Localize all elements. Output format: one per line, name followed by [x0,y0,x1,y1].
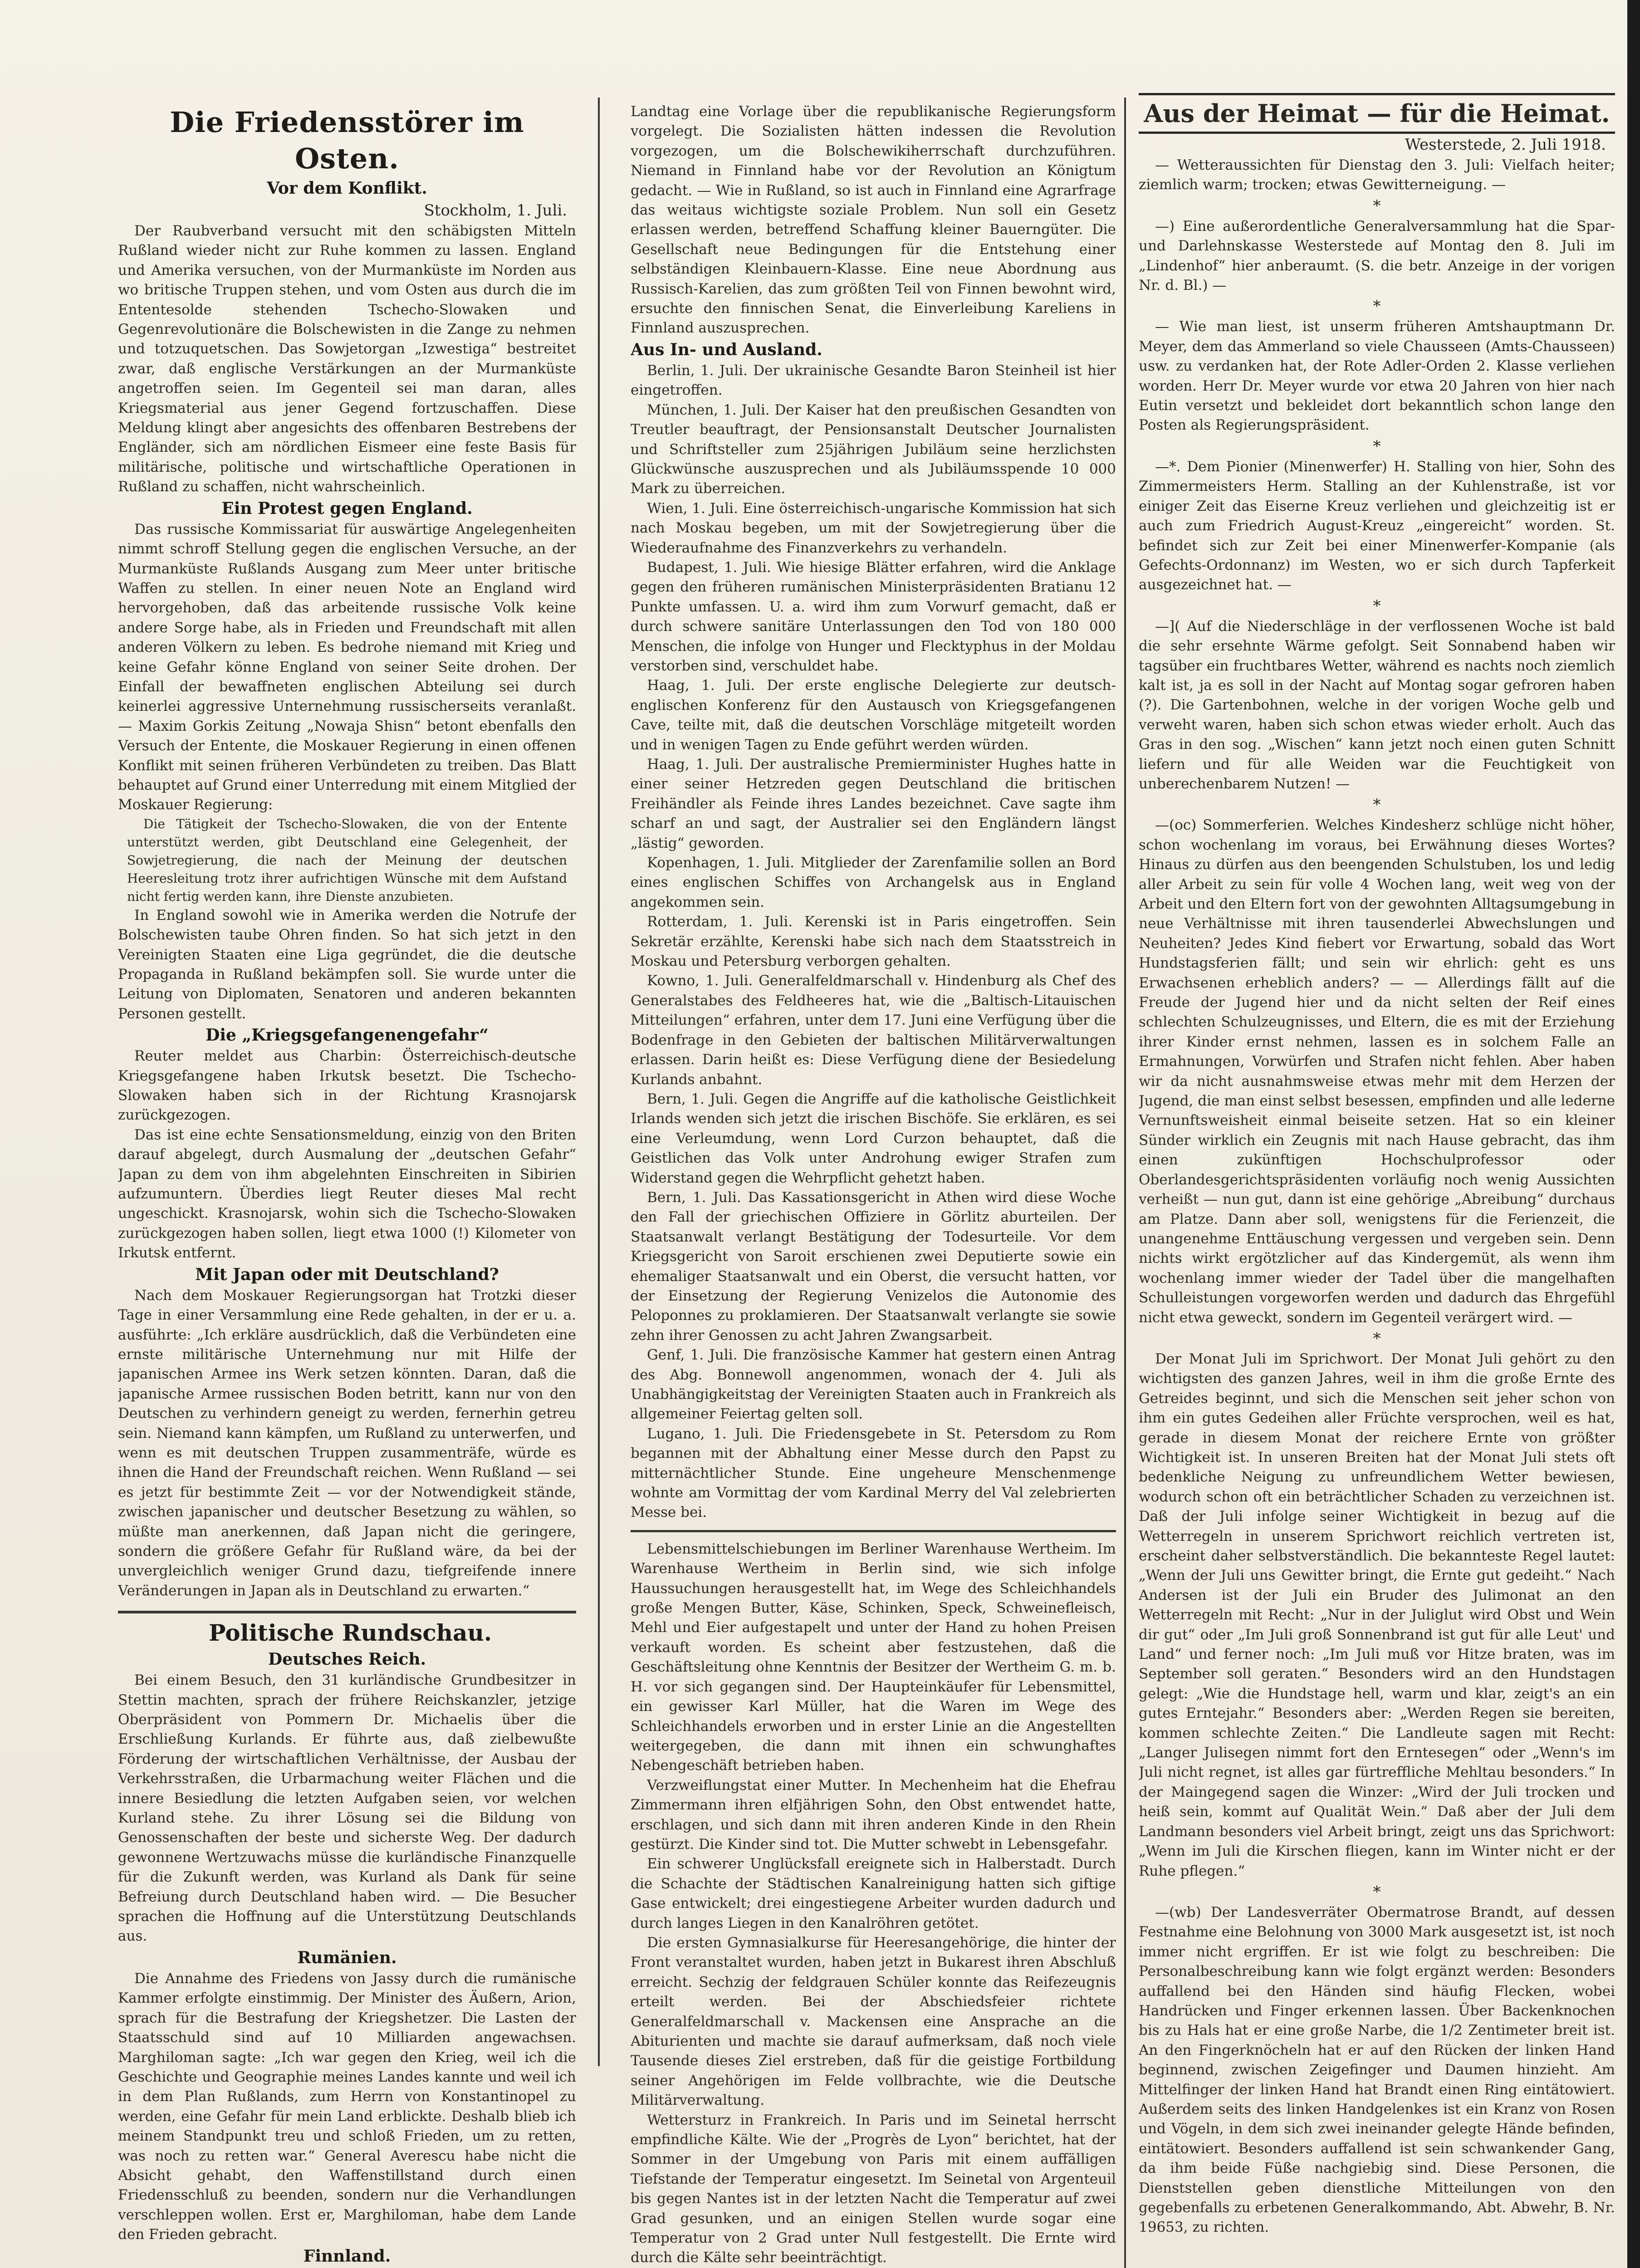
news-item: —) Eine außerordentliche Generalversammlung hat die Spar- und Darlehnskasse Westerstede auf Montag den 8. Juli im „Lindenhof“ hier anberaumt. (S. die betr. Anzeige in der vorigen Nr. d. Bl.) — [1139,218,1615,294]
news-item: Rotterdam, 1. Juli. Kerenski ist in Paris eingetroffen. Sein Sekretär erzählte, Kerenski habe sich nach dem Staatsstreich in Moskau und Petersburg verborgen gehalten. [631,914,1116,970]
paragraph: Das ist eine echte Sensationsmeldung, einzig von den Briten darauf abgelegt, durch Ausmalung der „deutschen Gefahr“ Japan zu dem von ihm abgelehnten Einschreiten in Sibirien aufzumuntern. Überdies liegt Reuter dieses Mal recht ungeschickt. Krasnojarsk, wohin sich die Tschecho-Slowaken zurückgezogen haben sollen, liegt etwa 1000 (!) Kilometer von Irkutsk entfernt. [118,1126,576,1261]
news-item: Berlin, 1. Juli. Der ukrainische Gesandte Baron Steinheil ist hier eingetroffen. [631,362,1116,399]
news-item: —(oc) Sommerferien. Welches Kindesherz schlüge nicht höher, schon wochenlang im voraus, bei Erwähnung dieses Wortes? Hinaus zu dürfen aus den beengenden Schulstuben, los und ledig aller Arbeit zu sein für volle 4 Wochen lang, weit weg von der Arbeit und den Eltern fort von der gewohnten Alltagsumgebung in neue Verhältnisse mit ihren tausenderlei Abwechslungen und Neuheiten? Jedes Kind fiebert vor Erwartung, sobald das Wort Hundstagsferien fällt; und sein wir ehrlich: geht es uns Erwachsenen erheblich anders? — — Allerdings fällt auf die Freude der Jugend hier und da nicht selten der Reif eines schlechten Schulzeugnisses, und Eltern, die es mit der Erziehung ihrer Kinder ernst nehmen, lassen es in solchem Falle an Ermahnungen, Vorwürfen und Strafen nicht fehlen. Aber haben wir da nicht ausnahmsweise etwas mehr mit dem Herzen der Jugend, die man einst selbst besessen, empfinden und alle lederne Vernunftsweisheit einmal beiseite setzen. Hat so ein kleiner Sünder wirklich ein Zeugnis mit nach Hause gebracht, das ihm einen zukünftigen Hochschulprofessor oder Oberlandesgerichtspräsidenten vorläufig noch wenig Aussichten verheißt — nun gut, dann ist eine gehörige „Abreibung“ durchaus am Platze. Dann aber soll, wenigstens für die Ferienzeit, die unangenehme Enttäuschung vergessen und vergeben sein. Denn nichts wirkt ergötzlicher auf das Kindergemüt, als wenn ihm wochenlang immer wieder der Tadel über die mangelhaften Schulleistungen vorgeworfen werden und dadurch das Ehrgefühl nicht etwa geweckt, sondern im Gegenteil verärgert wird. — [1139,817,1615,1326]
news-item: Verzweiflungstat einer Mutter. In Mechenheim hat die Ehefrau Zimmermann ihren elfjährigen Sohn, den Obst entwendet hatte, erschlagen, und sich dann mit ihren anderen Kinde in den Rhein gestürzt. Die Kinder sind tot. Die Mutter schwebt in Lebensgefahr. [631,1777,1116,1853]
separator-star: * [1373,796,1381,814]
section-heading: Finnland. [303,2246,391,2266]
news-item: Ein schwerer Unglücksfall ereignete sich in Halberstadt. Durch die Schachte der Städtischen Kanalreinigung hatten sich giftige Gase entwickelt; drei eingestiegene Arbeiter wurden dadurch und durch langes Liegen in den Kanalröhren getötet. [631,1856,1116,1931]
news-item: Genf, 1. Juli. Die französische Kammer hat gestern einen Antrag des Abg. Bonnewoll angenommen, wonach der 4. Juli als Unabhängigkeitstag der Vereinigten Staaten auch in Frankreich als allgemeiner Feiertag gelten soll. [631,1347,1116,1422]
news-item: Lebensmittelschiebungen im Berliner Warenhause Wertheim. Im Warenhause Wertheim in Berlin sind, wie sich infolge Haussuchungen herausgestellt hat, im Wege des Schleichhandels große Mengen Butter, Käse, Schinken, Speck, Schweinefleisch, Mehl und Eier aufgestapelt und unter der Hand zu hohen Preisen verkauft worden. Es scheint aber festzustehen, daß die Geschäftsleitung ohne Kenntnis der Besitzer der Wertheim G. m. b. H. vor sich gegangen sind. Der Haupteinkäufer für Lebensmittel, ein gewisser Karl Müller, hat die Waren im Wege des Schleichhandels erworben und in erster Linie an die Angestellten weitergegeben, die dann mit ihnen ein schwunghaftes Nebengeschäft betrieben haben. [631,1540,1116,1774]
news-item: —*. Dem Pionier (Minenwerfer) H. Stalling von hier, Sohn des Zimmermeisters Herm. Stalling an der Kuhlenstraße, ist vor einiger Zeit das Eiserne Kreuz verliehen und gleichzeitig ist er auch zum Friedrich August-Kreuz „eingereicht“ worden. St. befindet sich zur Zeit bei einer Minenwerfer-Kompanie (als Gefechts-Ordonnanz) im Westen, wo er sich durch Tapferkeit ausgezeichnet hat. — [1139,458,1615,593]
section-title: Politische Rundschau. [209,1619,492,1647]
paragraph: In England sowohl wie in Amerika werden die Notrufe der Bolschewisten taube Ohren finden. So hat sich jetzt in den Vereinigten Staaten eine Liga gegründet, die die deutsche Propaganda in Rußland bekämpfen soll. Sie wurde unter die Leitung von Diplomaten, Senatoren und anderen bekannten Personen gestellt. [118,907,576,1022]
news-item: Haag, 1. Juli. Der australische Premierminister Hughes hatte in einer seiner Hetzreden gegen Deutschland die britischen Freihändler als Feinde ihres Landes bezeichnet. Cave sagte ihm scharf an und sagt, der Australier sei den Engländern längst „lästig“ geworden. [631,756,1116,851]
dateline: Stockholm, 1. Juli. [424,201,567,220]
news-item: Bern, 1. Juli. Gegen die Angriffe auf die katholische Geistlichkeit Irlands wenden sich jetzt die irischen Bischöfe. Sie erklären, es sei eine Verleumdung, wenn Lord Curzon behauptet, daß die Geistlichen das Volk unter Androhung ewiger Strafen zum Widerstand gegen die Wehrpflicht gehetzt haben. [631,1090,1116,1186]
section-heading: Aus In- und Ausland. [631,340,822,359]
news-item: —]( Auf die Niederschläge in der verflossenen Woche ist bald die sehr ersehnte Wärme gefolgt. Seit Sonnabend haben wir tagsüber ein fruchtbares Wetter, während es nachts noch ziemlich kalt ist, ja es soll in der Nacht auf Montag sogar gefroren haben (?). Die Gartenbohnen, welche in der vorigen Woche gelb und verweht waren, haben sich schon etwas wieder erholt. Auch das Gras in den sog. „Wischen“ kann jetzt noch einen guten Schnitt liefern und für alle Weiden war die Feuchtigkeit von unberechenbarem Nutzen! — [1139,618,1615,792]
paragraph: Die Tätigkeit der Tschecho-Slowaken, die von der Entente unterstützt werden, gibt Deutschland eine Gelegenheit, der Sowjetregierung, die nach der Meinung der deutschen Heeresleitung trotz ihrer aufrichtigen Wünsche mit dem Aufstand nicht fertig werden kann, ihre Dienste anzubieten. [127,816,567,904]
news-item: — Wetteraussichten für Dienstag den 3. Juli: Vielfach heiter; ziemlich warm; trocken; etwas Gewitterneigung. — [1139,157,1615,193]
separator-star: * [1373,196,1381,215]
paragraph: Reuter meldet aus Charbin: Österreichisch-deutsche Kriegsgefangene haben Irkutsk besetzt. Die Tschecho-Slowaken haben sich in der Richtung Krasnojarsk zurückgezogen. [118,1048,576,1124]
separator-star: * [1373,297,1381,316]
news-item: — Wie man liest, ist unserm früheren Amtshauptmann Dr. Meyer, dem das Ammerland so viele Chausseen (Amts-Chausseen) usw. zu verdanken hat, der Rote Adler-Orden 2. Klasse verliehen worden. Herr Dr. Meyer wurde vor etwa 20 Jahren von hier nach Eutin versetzt und bekleidet dort bekanntlich schon lange den Posten als Regierungspräsident. [1139,318,1615,434]
news-item: —(wb) Der Landesverräter Obermatrose Brandt, auf dessen Festnahme eine Belohnung von 3000 Mark ausgesetzt ist, ist noch immer nicht ergriffen. Er ist wie folgt zu beschreiben: Die Personalbeschreibung kann wie folgt ergänzt werden: Besonders auffallend bei den Händen sind häufig Flecken, wobei Handrücken und Finger erkennen lassen. Über Backenknochen bis zu Hals hat er eine große Narbe, die 1/2 Zentimeter breit ist. An den Fingerknöcheln hat er auf den Rücken der linken Hand beginnend, zwischen Zeigefinger und Daumen hinzieht. Am Mittelfinger der linken Hand hat Brandt einen Ring eintätowiert. Außerdem seits des linken Handgelenkes ist ein Kranz von Rosen und Vögeln, in dem sich zwei ineinander gelegte Hände befinden, eintätowiert. Besonders auffallend ist sein schwankender Gang, da ihm beide Füße nachgiebig sind. Diese Personen, die Dienststellen geben dienstliche Mitteilungen von den gegebenfalls zu erbetenen Generalkommando, Abt. Abwehr, B. Nr. 19653, zu richten. [1139,1904,1615,2236]
section-heading: Die „Kriegsgefangenengefahr“ [206,1026,489,1045]
dateline: Westerstede, 2. Juli 1918. [1405,136,1606,154]
paragraph: Nach dem Moskauer Regierungsorgan hat Trotzki dieser Tage in einer Versammlung eine Rede gehalten, in der er u. a. ausführte: „Ich erkläre ausdrücklich, daß die Verbündeten eine ernste militärische Unternehmung nur mit Hilfe der japanischen Armee ins Werk setzen könnten. Daran, daß die japanische Armee russischen Boden betritt, kann nur von den Deutschen zu verhindern geneigt zu werden, fernerhin getreu sein. Niemand kann kämpfen, um Rußland zu unterwerfen, und wenn es mit deutschen Truppen zusammenträfe, würde es ihnen die Hand der Freundschaft reichen. Wenn Rußland — sei es jetzt für bestimmte Zeit — vor der Notwendigkeit stände, zwischen japanischer und deutscher Besetzung zu wählen, so müßte man anerkennen, daß Japan nicht die geringere, sondern die größere Gefahr für Rußland wäre, da bei der unvergleichlich weniger Grund dazu, tiefgreifende innere Veränderungen in Japan als in Deutschland zu erwarten.“ [118,1287,576,1599]
separator-star: * [1373,1329,1381,1348]
paragraph: Bei einem Besuch, den 31 kurländische Grundbesitzer in Stettin machten, sprach der frühere Reichskanzler, jetzige Oberpräsident von Pommern Dr. Michaelis über die Erschließung Kurlands. Er führte aus, daß zielbewußte Förderung der wirtschaftlichen Verhältnisse, der Ausbau der Verkehrsstraßen, die Urbarmachung weiter Flächen und die innere Besiedlung die letzten Aufgaben seien, vor welchen Kurland stehe. Zu ihrer Lösung sei die Bildung von Genossenschaften der beste und sicherste Weg. Der dadurch gewonnene Wertzuwachs müsse die kurländische Finanzquelle für die Zukunft werden, was Kurland als Dank für seine Befreiung durch Deutschland haben wird. — Die Besucher sprachen die Hoffnung auf die Unterstützung Deutschlands aus. [118,1672,576,1945]
local-news-title: Aus der Heimat — für die Heimat. [1139,93,1615,134]
column-3 [1139,134,1615,2268]
paragraph: Landtag eine Vorlage über die republikanische Regierungsform vorgelegt. Die Sozialisten hätten indessen die Revolution vorgezogen, um die Bolschewikiherrschaft durchzuführen. Niemand in Finnland habe vor der Revolution an Königtum gedacht. — Wie in Rußland, so ist auch in Finnland eine Agrarfrage das weitaus wichtigste soziale Problem. Nun soll ein Gesetz erlassen werden, betreffend Schaffung kleiner Bauerngüter. Die Gesellschaft neue Bedingungen für die Entstehung einer selbständigen Kleinbauern-Klasse. Eine neue Abordnung aus Russisch-Karelien, das zum größten Teil von Finnen bewohnt wird, ersuchte den finnischen Senat, die Einverleibung Kareliens in Finnland auszusprechen. [631,103,1116,337]
section-heading: Ein Protest gegen England. [221,499,473,518]
article-title: Die Friedensstörer im Osten. [170,106,524,175]
separator-star: * [1373,1882,1381,1901]
news-item: Haag, 1. Juli. Der erste englische Delegierte zur deutsch-englischen Konferenz für den Austausch von Kriegsgefangenen Cave, teilte mit, daß die deutschen Vorschläge mitgeteilt worden und in wenigen Tagen zu Ende geführt werden würden. [631,677,1116,753]
section-heading: Mit Japan oder mit Deutschland? [195,1265,499,1284]
news-item: Wien, 1. Juli. Eine österreichisch-ungarische Kommission hat sich nach Moskau begeben, um mit der Sowjetregierung über die Wiederaufnahme des Finanzverkehrs zu verhandeln. [631,500,1116,556]
divider [631,1530,1116,1532]
divider [118,1611,576,1613]
news-item: Bern, 1. Juli. Das Kassationsgericht in Athen wird diese Woche den Fall der griechischen Offiziere in Görlitz aburteilen. Der Staatsanwalt verlangt Bestätigung der Todesurteile. Vor dem Kriegsgericht von Saroit erschienen zwei Deputierte sowie ein ehemaliger Staatsanwalt und ein Oberst, die versucht hatten, vor der Einsetzung der Regierung Venizelos die Autonomie des Peloponnes zu proklamieren. Der Staatsanwalt verlangte sie sowie zehn ihrer Genossen zu acht Jahren Zwangsarbeit. [631,1189,1116,1344]
paragraph: Das russische Kommissariat für auswärtige Angelegenheiten nimmt schroff Stellung gegen die englischen Versuche, an der Murmanküste Rußlands Ausgang zum Meer unter britische Waffen zu stellen. In einer neuen Note an England wird hervorgehoben, daß das arbeitende russische Volk keine andere Sorge habe, als in Frieden und Freundschaft mit allen anderen Völkern zu leben. Es bedrohe niemand mit Krieg und keine Gefahr könne England von seiner Seite drohen. Der Einfall der bewaffneten englischen Abteilung sei durch keinerlei aggressive Unternehmung russischerseits veranlaßt. — Maxim Gorkis Zeitung „Nowaja Shisn“ betont ebenfalls den Versuch der Entente, die Moskauer Regierung in einen offenen Konflikt mit seinen früheren Verbündeten zu treiben. Das Blatt behauptet auf Grund einer Unterredung mit einem Mitglied der Moskauer Regierung: [118,521,576,813]
article-subtitle: Vor dem Konflikt. [267,179,427,198]
news-item: München, 1. Juli. Der Kaiser hat den preußischen Gesandten von Treutler beauftragt, der Pensionsanstalt Deutscher Journalisten und Schriftsteller zum 25jährigen Jubiläum seine herzlichsten Glückwünsche auszusprechen und als Jubiläumsspende 10 000 Mark zu überreichen. [631,401,1116,497]
news-item: Budapest, 1. Juli. Wie hiesige Blätter erfahren, wird die Anklage gegen den früheren rumänischen Ministerpräsidenten Bratianu 12 Punkte umfassen. U. a. wird ihm zum Vorwurf gemacht, daß er durch schwere sanitäre Unterlassungen den Tod von 180 000 Menschen, die infolge von Hunger und Flecktyphus in der Moldau verstorben sind, verschuldet habe. [631,559,1116,674]
news-item: Der Monat Juli im Sprichwort. Der Monat Juli gehört zu den wichtigsten des ganzen Jahres, weil in ihm die große Ernte des Getreides beginnt, und sich die Menschen seit jeher schon von ihm ein gutes Gedeihen aller Früchte versprochen, weil es hat, gerade in diesem Monat der reichere Ernte von größter Wichtigkeit ist. In unseren Breiten hat der Monat Juli stets oft bedenkliche Neigung zu unfreundlichem Wetter bewiesen, wodurch schon oft ein beträchtlicher Schaden zu verzeichnen ist. Daß der Juli infolge seiner Wichtigkeit in bezug auf die Wetterregeln in unserem Sprichwort reichlich vertreten ist, erscheint daher selbstverständlich. Die bekannteste Regel lautet: „Wenn der Juli uns Gewitter bringt, die Ernte gut gedeiht.“ Nach Andersen ist der Juli ein Bruder des Julimonat an den Wetterregeln mit Recht: „Nur in der Juliglut wird Obst und Wein dir gut“ oder „Im Juli groß Sonnenbrand ist gut für alle Leut' und Land“ und ferner noch: „Im Juli muß vor Hitze braten, was im September soll geraten.“ Besonders wird an den Hundstagen gelegt: „Wie die Hundstage hell, warm und klar, zeigt's an ein gutes Erntejahr.“ Besonders aber: „Werden Regen sie bereiten, kommen schlechte Zeiten.“ Die Landleute sagen mit Recht: „Langer Julisegen nimmt fort den Erntesegen“ oder „Wenn's im Juli nicht regnet, ist alles gar fürtreffliche Mehltau besonders.“ In der Maingegend sagen die Winzer: „Wird der Juli trocken und heiß sein, kommt auf Qualität Wein.“ Daß aber der Juli dem Landmann besonders viel Arbeit bringt, zeigt uns das Sprichwort: „Wenn im Juli die Kirschen fliegen, kann im Winter nicht er der Ruhe pflegen.“ [1139,1350,1615,1879]
section-heading: Deutsches Reich. [268,1650,426,1669]
separator-star: * [1373,596,1381,615]
news-item: Kopenhagen, 1. Juli. Mitglieder der Zarenfamilie sollen an Bord eines englischen Schiffes von Archangelsk aus in England angekommen sein. [631,855,1116,910]
section-heading: Rumänien. [297,1948,397,1967]
paragraph: Der Raubverband versucht mit den schäbigsten Mitteln Rußland wieder nicht zur Ruhe kommen zu lassen. England und Amerika versuchen, von der Murmanküste im Norden aus wo britische Truppen stehen, und vom Osten aus durch die im Ententesolde stehenden Tschecho-Slowaken und Gegenrevolutionäre die Bolschewisten in die Zange zu nehmen und totzuquetschen. Das Sowjetorgan „Izwestiga“ bestreitet zwar, daß englische Verstärkungen an der Murmanküste angetroffen seien. Im Gegenteil sei man daran, alles Kriegsmaterial aus jener Gegend fortzuschaffen. Diese Meldung klingt aber angesichts des offenbaren Bestrebens der Engländer, sich am nördlichen Eismeer eine feste Basis für militärische, politische und wirtschaftliche Operationen in Rußland zu schaffen, nicht wahrscheinlich. [118,223,576,495]
column-rule-2 [1124,98,1126,2268]
news-item: Die ersten Gymnasialkurse für Heeresangehörige, die hinter der Front veranstaltet wurden, haben jetzt in Bukarest ihren Abschluß erreicht. Sechzig der feldgrauen Schüler konnte das Reifezeugnis erteilt werden. Bei der Abschiedsfeier richtete Generalfeldmarschall v. Mackensen eine Ansprache an die Abiturienten und machte sie darauf aufmerksam, daß noch viele Tausende dieses Ziel erstreben, daß für die geistige Fortbildung seiner Angehörigen im Felde vollbrachte, wie die Deutsche Militärverwaltung. [631,1934,1116,2109]
column-2 [631,102,1116,2268]
separator-star: * [1373,437,1381,455]
news-item: Lugano, 1. Juli. Die Friedensgebete in St. Petersdom zu Rom begannen mit der Abhaltung einer Messe durch den Papst zu mitternächtlicher Stunde. Eine ungeheure Menschenmenge wohnte am Vormittag der vom Kardinal Merry del Val zelebrierten Messe bei. [631,1425,1116,1521]
column-rule-1 [598,98,600,2066]
column-1 [118,104,576,2268]
paragraph: Die Annahme des Friedens von Jassy durch die rumänische Kammer erfolgte einstimmig. Der Minister des Äußern, Arion, sprach für die Bestrafung der Kriegshetzer. Die Lasten der Staatsschuld sind auf 10 Milliarden angewachsen. Marghiloman sagte: „Ich war gegen den Krieg, weil ich die Geschichte und Geographie meines Landes kannte und weil ich in dem Plan Rußlands, zum Herrn von Konstantinopel zu werden, eine Gefahr für mein Land erblickte. Deshalb blieb ich meinem Standpunkt treu und schloß Frieden, um zu retten, was noch zu retten war.“ General Averescu habe nicht die Absicht gehabt, den Waffenstillstand durch einen Friedensschluß zu beenden, sondern nur die Verhandlungen verschleppen wollen. Erst er, Marghiloman, habe dem Lande den Frieden gebracht. [118,1970,576,2243]
news-item: Kowno, 1. Juli. Generalfeldmarschall v. Hindenburg als Chef des Generalstabes des Feldheeres hat, wie die „Baltisch-Litauischen Mitteilungen“ erfahren, unter dem 17. Juni eine Verfügung über die Bodenfrage in den Gebieten der baltischen Militärverwaltungen erlassen. Darin heißt es: Diese Verfügung diene der Besiedelung Kurlands anbahnt. [631,973,1116,1088]
scan-edge [1627,0,1640,2268]
news-item: Wettersturz in Frankreich. In Paris und im Seinetal herrscht empfindliche Kälte. Wie der „Progrès de Lyon“ berichtet, hat der Sommer in der Umgebung von Paris mit einem auffälligen Tiefstande der Temperatur eingesetzt. Im Seinetal von Argenteuil bis gegen Nantes ist in der letzten Nacht die Temperatur auf zwei Grad gesunken, und an einigen Stellen wurde sogar eine Temperatur von 2 Grad unter Null festgestellt. Die Ernte wird durch die Kälte sehr beeinträchtigt. [631,2112,1116,2266]
